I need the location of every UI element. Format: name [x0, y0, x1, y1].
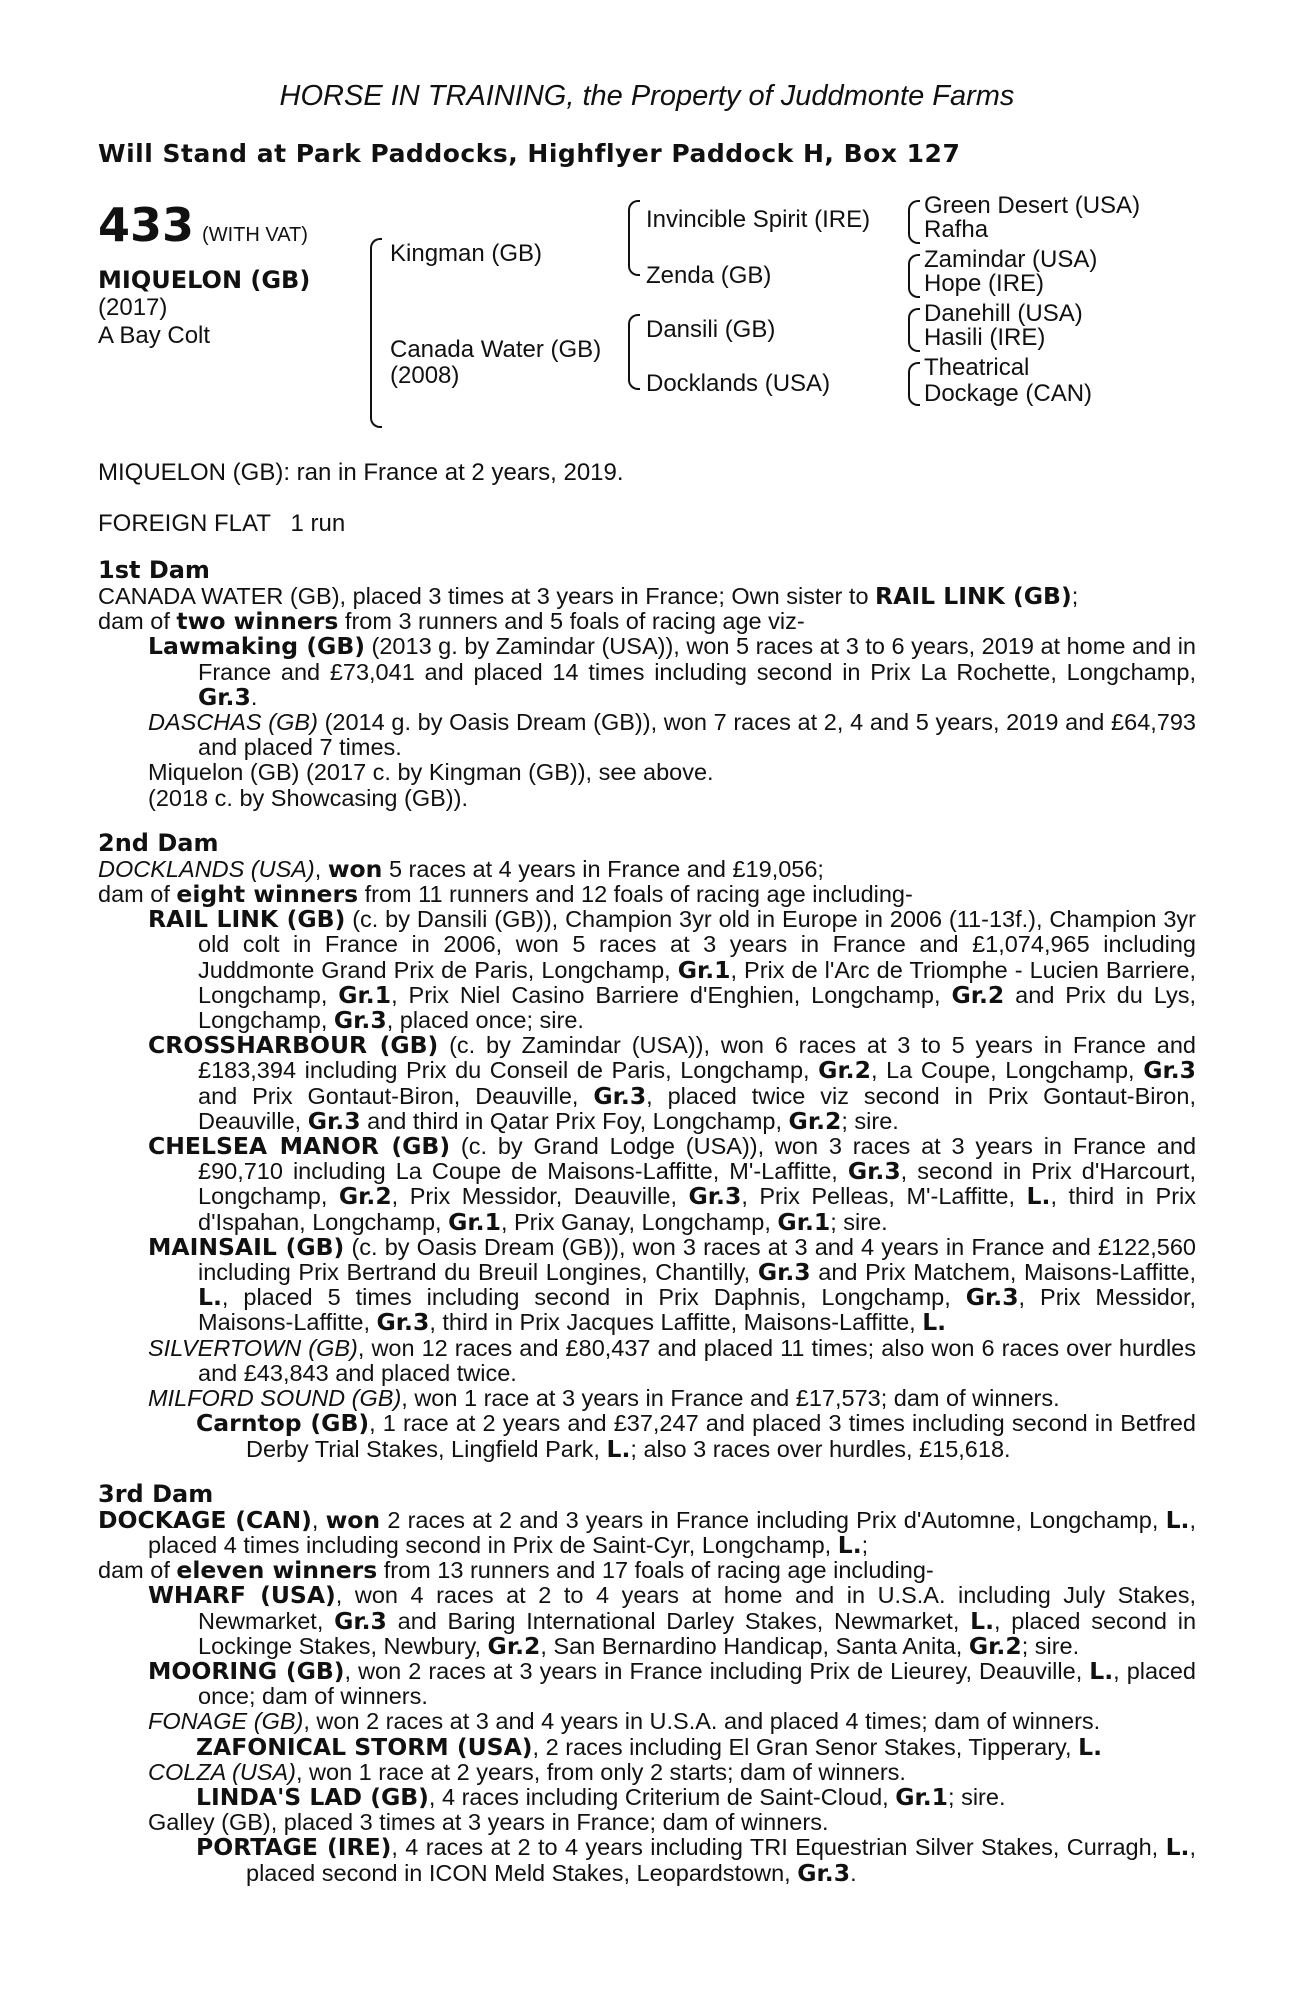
- progeny-lawmaking: Lawmaking (GB) (2013 g. by Zamindar (USA)), won 5 races at 3 to 6 years, 2019 at home and in France and £73,041 and placed 14 times including second in Prix La Rochette, Longchamp, Gr.3.: [148, 632, 1196, 711]
- progeny-wharf: WHARF (USA), won 4 races at 2 to 4 years at home and in U.S.A. including July Stakes, Newmarket, Gr.3 and Baring International Darley Stakes, Newmarket, L., placed second in Lockinge Stakes, Newbury, Gr.2, San Bernardino Handicap, Santa Anita, Gr.2; sire.: [148, 1581, 1197, 1660]
- page-title: HORSE IN TRAINING, the Property of Juddmonte Farms: [279, 80, 1015, 112]
- progeny-2018: (2018 c. by Showcasing (GB)).: [148, 784, 468, 811]
- stand-location: Will Stand at Park Paddocks, Highflyer Paddock H, Box 127: [98, 139, 961, 168]
- horse-year: (2017): [98, 294, 168, 321]
- ds-bracket: [908, 308, 920, 352]
- sire: Kingman (GB): [390, 240, 543, 267]
- horse-name: MIQUELON (GB): [98, 266, 311, 294]
- sire-dam: Zenda (GB): [646, 262, 772, 289]
- progeny-portage: PORTAGE (IRE), 4 races at 2 to 4 years including TRI Equestrian Silver Stakes, Curragh, L., placed second in ICON Meld Stakes, Leopardstown, Gr.3.: [196, 1833, 1196, 1887]
- third-dam-line2: dam of eleven winners from 13 runners and 17 foals of racing age including-: [98, 1556, 934, 1585]
- sss: Green Desert (USA): [924, 192, 1141, 219]
- second-dam-line2: dam of eight winners from 11 runners and 12 foals of racing age including-: [98, 880, 913, 909]
- pedigree-block: [98, 192, 1196, 458]
- progeny-colza: COLZA (USA), won 1 race at 2 years, from only 2 starts; dam of winners.: [148, 1758, 906, 1785]
- first-dam-line1: CANADA WATER (GB), placed 3 times at 3 years in France; Own sister to RAIL LINK (GB);: [98, 582, 1079, 610]
- sds: Zamindar (USA): [924, 246, 1098, 273]
- progeny-crossharbour: CROSSHARBOUR (GB) (c. by Zamindar (USA)), won 6 races at 3 to 5 years in France and £183,394 including Prix du Conseil de Paris, Longchamp, Gr.2, La Coupe, Longchamp, Gr.3 and Prix Gontaut-Biron, Deauville, Gr.3, placed twice viz second in Prix Gontaut-Biron, Deauville, Gr.3 and third in Qatar Prix Foy, Longchamp, Gr.2; sire.: [148, 1031, 1196, 1135]
- progeny-miquelon: Miquelon (GB) (2017 c. by Kingman (GB)), see above.: [148, 759, 714, 786]
- dam-year: (2008): [390, 362, 460, 389]
- dds: Theatrical: [924, 354, 1030, 381]
- progeny-chelsea-manor: CHELSEA MANOR (GB) (c. by Grand Lodge (USA)), won 3 races at 3 years in France and £90,710 including La Coupe de Maisons-Laffitte, M'-Laffitte, Gr.3, second in Prix d'Harcourt, Longchamp, Gr.2, Prix Messidor, Deauville, Gr.3, Prix Pelleas, M'-Laffitte, L., third in Prix d'Ispahan, Longchamp, Gr.1, Prix Ganay, Longchamp, Gr.1; sire.: [148, 1132, 1197, 1236]
- progeny-silvertown: SILVERTOWN (GB), won 12 races and £80,437 and placed 11 times; also won 6 races over hurdles and £43,843 and placed twice.: [148, 1334, 1197, 1386]
- first-dam-line2: dam of two winners from 3 runners and 5 foals of racing age viz-: [98, 607, 805, 636]
- dam-parents-bracket: [628, 314, 640, 390]
- progeny-zafonical-storm: ZAFONICAL STORM (USA), 2 races including El Gran Senor Stakes, Tipperary, L.: [196, 1732, 1102, 1761]
- catalogue-page: [98, 80, 1196, 1886]
- second-dam-heading: 2nd Dam: [98, 828, 219, 857]
- progeny-fonage: FONAGE (GB), won 2 races at 3 and 4 years in U.S.A. and placed 4 times; dam of winners.: [148, 1708, 1101, 1735]
- sire-parents-bracket: [628, 200, 640, 276]
- progeny-galley: Galley (GB), placed 3 times at 3 years in France; dam of winners.: [148, 1809, 829, 1836]
- vat-note: (WITH VAT): [202, 224, 308, 246]
- progeny-milford-sound: MILFORD SOUND (GB), won 1 race at 3 years in France and £17,573; dam of winners.: [148, 1385, 1060, 1412]
- third-dam-heading: 3rd Dam: [98, 1479, 214, 1508]
- ssd: Rafha: [924, 216, 989, 243]
- horse-desc: A Bay Colt: [98, 322, 211, 349]
- sire-sire: Invincible Spirit (IRE): [646, 206, 871, 233]
- dam-sire: Dansili (GB): [646, 316, 776, 343]
- ss-bracket: [908, 200, 920, 244]
- lot-number: [98, 198, 308, 252]
- dam-dam: Docklands (USA): [646, 370, 831, 397]
- progeny-mainsail: MAINSAIL (GB) (c. by Oasis Dream (GB)), won 3 races at 3 and 4 years in France and £122,560 including Prix Bertrand du Breuil Longines, Chantilly, Gr.3 and Prix Matchem, Maisons-Laffitte, L., placed 5 times including second in Prix Daphnis, Longchamp, Gr.3, Prix Messidor, Maisons-Laffitte, Gr.3, third in Prix Jacques Laffitte, Maisons-Laffitte, L.: [148, 1232, 1196, 1337]
- horse-info: [98, 266, 310, 350]
- sd-bracket: [908, 254, 920, 298]
- dd-bracket: [908, 362, 920, 406]
- progeny-mooring: MOORING (GB), won 2 races at 3 years in France including Prix de Lieurey, Deauville, L., placed once; dam of winners.: [148, 1656, 1196, 1710]
- foreign-flat: FOREIGN FLAT 1 run: [98, 510, 346, 537]
- race-summary: MIQUELON (GB): ran in France at 2 years, 2019.: [98, 459, 624, 486]
- first-dam-heading: 1st Dam: [98, 556, 210, 584]
- second-dam-line1: DOCKLANDS (USA), won 5 races at 4 years in France and £19,056;: [98, 854, 824, 883]
- progeny-rail-link: RAIL LINK (GB) (c. by Dansili (GB)), Champion 3yr old in Europe in 2006 (11-13f.), Champion 3yr old colt in France in 2006, won 5 races at 3 years in France and £1,074,965 including Juddmonte Grand Prix de Paris, Longchamp, Gr.1, Prix de l'Arc de Triomphe - Lucien Barriere, Longchamp, Gr.1, Prix Niel Casino Barriere d'Enghien, Longchamp, Gr.2 and Prix du Lys, Longchamp, Gr.3, placed once; sire.: [148, 905, 1197, 1035]
- dss: Danehill (USA): [924, 300, 1083, 327]
- dsd: Hasili (IRE): [924, 324, 1046, 351]
- sire-dam-bracket: [370, 238, 382, 428]
- dam: Canada Water (GB): [390, 336, 602, 363]
- third-dam-line1: DOCKAGE (CAN), won 2 races at 2 and 3 years in France including Prix d'Automne, Longchamp, L., placed 4 times including second in Prix de Saint-Cyr, Longchamp, L.;: [98, 1505, 1197, 1559]
- progeny-carntop: Carntop (GB), 1 race at 2 years and £37,247 and placed 3 times including second in Betfred Derby Trial Stakes, Lingfield Park, L.; also 3 races over hurdles, £15,618.: [196, 1409, 1196, 1463]
- progeny-daschas: DASCHAS (GB) (2014 g. by Oasis Dream (GB)), won 7 races at 2, 4 and 5 years, 2019 and £64,793 and placed 7 times.: [148, 709, 1196, 761]
- lot-number-value: 433: [98, 198, 195, 252]
- progeny-lindas-lad: LINDA'S LAD (GB), 4 races including Criterium de Saint-Cloud, Gr.1; sire.: [196, 1782, 1006, 1811]
- sdd: Hope (IRE): [924, 270, 1045, 297]
- ddd: Dockage (CAN): [924, 380, 1093, 407]
